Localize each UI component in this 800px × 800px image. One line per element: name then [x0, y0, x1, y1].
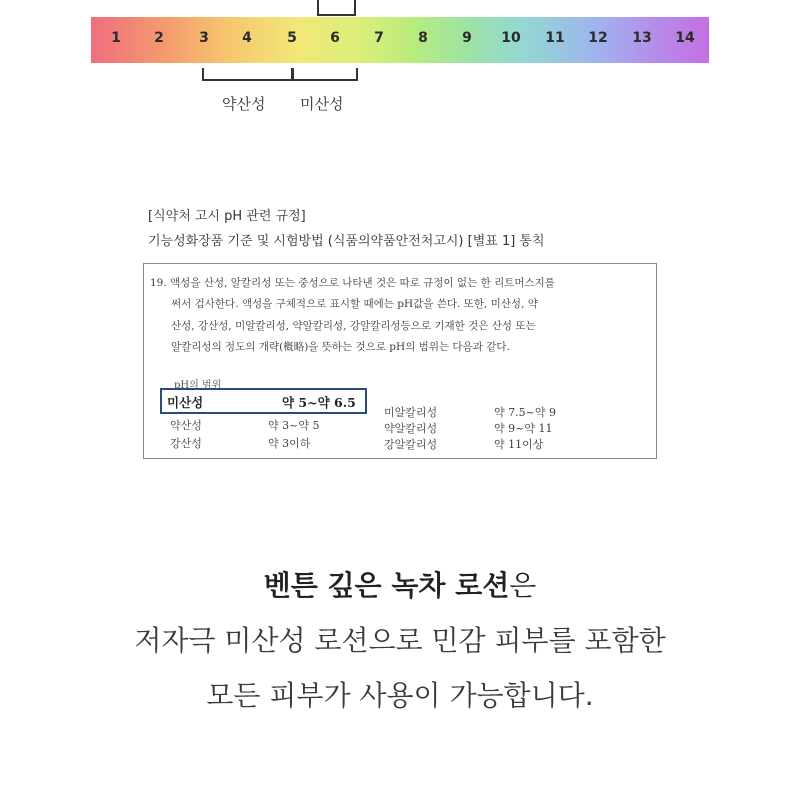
ph-number: 4	[242, 30, 252, 46]
ph-number: 8	[418, 30, 428, 46]
range-value: 약 3이하	[268, 437, 311, 450]
regulation-subtitle: 기능성화장품 기준 및 시험방법 (식품의약품안전처고시) [별표 1] 통칙	[148, 234, 545, 249]
range-value: 약 7.5~약 9	[494, 406, 556, 419]
range-name: 미알칼리성	[384, 406, 438, 419]
ph-number: 11	[545, 30, 565, 46]
product-headline	[0, 564, 800, 604]
range-name: 약산성	[170, 419, 202, 432]
product-name: 벤튼 깊은 녹차 로션	[263, 569, 510, 602]
range-value: 약 3~약 5	[268, 419, 320, 432]
ph-number: 12	[588, 30, 608, 46]
ph-number: 9	[462, 30, 472, 46]
ph-number: 3	[199, 30, 209, 46]
headline-particle: 은	[509, 569, 537, 602]
ph-number: 10	[501, 30, 521, 46]
doc-paragraph-line: 19. 액성을 산성, 알칼리성 또는 중성으로 나타낸 것은 따로 규정이 없는 한 리트머스지를	[150, 277, 555, 289]
range-name: 강알칼리성	[384, 438, 438, 451]
ph-scale-bar	[91, 17, 709, 63]
ph-range-heading: pH의 범위	[174, 380, 222, 391]
weak-acid-bracket	[202, 68, 293, 81]
regulation-title: [식약처 고시 pH 관련 규정]	[148, 209, 306, 224]
ph-range-bracket-top	[317, 0, 356, 16]
doc-paragraph-line: 써서 검사한다. 액성을 구체적으로 표시할 때에는 pH값을 쓴다. 또한, 미산성, 약	[171, 298, 538, 310]
ph-number: 13	[632, 30, 652, 46]
ph-number: 5	[287, 30, 297, 46]
regulation-document-scan	[143, 263, 657, 459]
mild-acid-bracket	[292, 68, 358, 81]
ph-number: 1	[111, 30, 121, 46]
ph-number: 6	[330, 30, 340, 46]
range-name: 강산성	[170, 437, 202, 450]
description-line: 모든 피부가 사용이 가능합니다.	[206, 679, 594, 712]
doc-paragraph-line: 산성, 강산성, 미알칼리성, 약알칼리성, 강알칼리성등으로 기재한 것은 산성 또는	[171, 320, 536, 332]
range-name: 미산성	[167, 395, 204, 410]
range-name: 약알칼리성	[384, 422, 438, 435]
range-value: 약 5~약 6.5	[282, 395, 356, 410]
description-line: 저자극 미산성 로션으로 민감 피부를 포함한	[134, 624, 666, 657]
mild-acid-label: 미산성	[300, 95, 344, 113]
ph-number: 14	[675, 30, 695, 46]
doc-paragraph-line: 알칼리성의 정도의 개략(槪略)을 뜻하는 것으로 pH의 범위는 다음과 같다.	[171, 341, 510, 353]
ph-number: 2	[154, 30, 164, 46]
ph-number: 7	[374, 30, 384, 46]
range-value: 약 9~약 11	[494, 422, 553, 435]
weak-acid-label: 약산성	[222, 95, 266, 113]
range-value: 약 11이상	[494, 438, 544, 451]
